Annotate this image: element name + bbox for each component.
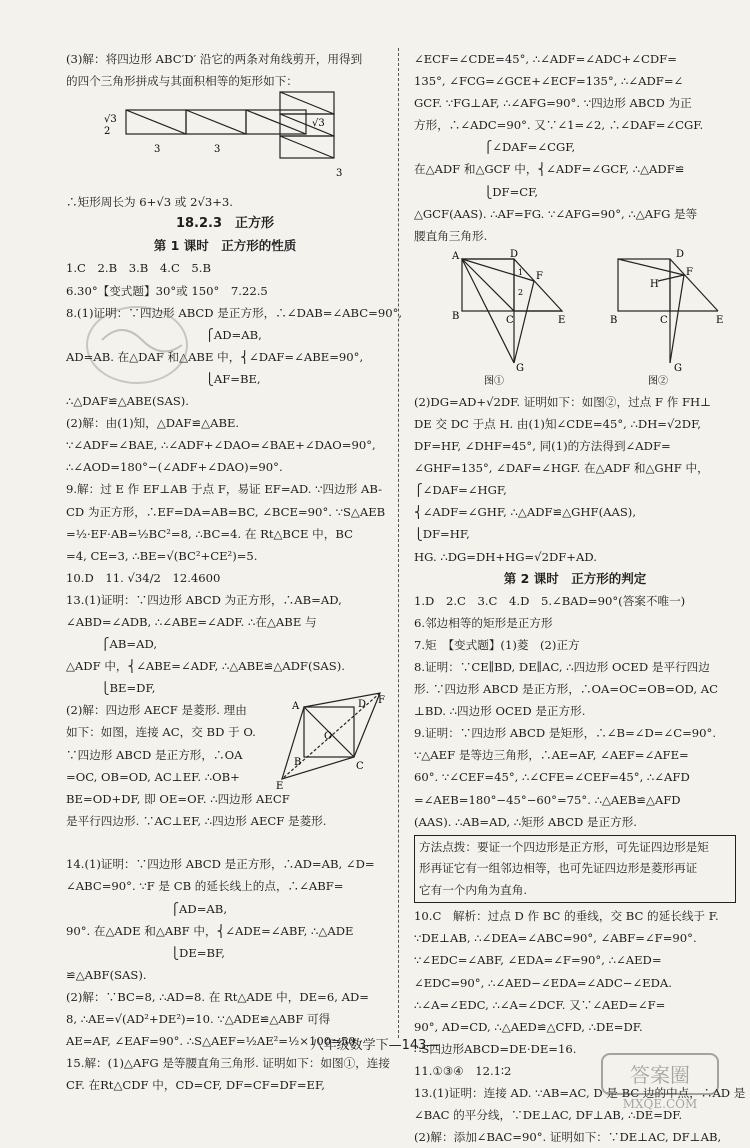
site-watermark-logo: [600, 1052, 720, 1112]
point-label: C: [506, 314, 514, 326]
point-label: A: [452, 250, 460, 262]
sqrt3-label: √3: [312, 118, 325, 130]
text-line: ⎧∠DAF=∠HGF,: [414, 483, 507, 498]
text-line: 是平行四边形. ∵AC⊥EF, ∴四边形 AECF 是菱形.: [66, 813, 327, 828]
point-label: D: [358, 699, 367, 711]
text-line: ⎩BE=DF,: [66, 681, 156, 696]
lesson-title: 第 1 课时 正方形的性质: [153, 238, 297, 254]
lesson-title: 第 2 课时 正方形的判定: [503, 570, 647, 586]
text-line: 1.D 2.C 3.C 4.D 5.∠BAD=90°(答案不唯一): [414, 593, 686, 608]
text-line: 9.解：过 E 作 EF⊥AB 于点 F，易证 EF=AD. ∵四边形 AB-: [66, 482, 383, 497]
text-line: ⎧AD=AB,: [66, 901, 227, 916]
point-label: D: [676, 248, 685, 260]
text-line: DE 交 DC 于点 H. 由(1)知∠CDE=45°, ∴DH=√2DF,: [414, 416, 701, 431]
point-label: E: [558, 314, 566, 326]
point-label: D: [510, 248, 519, 260]
text-line: =∠AEB=180°−45°−60°=75°. ∴△AEB≌△AFD: [414, 792, 681, 807]
sqrt3-label: √3: [104, 114, 117, 126]
text-line: ⎧∠DAF=∠CGF,: [414, 140, 576, 155]
point-label: F: [536, 270, 543, 282]
text-line: △GCF(AAS). ∴AF=FG. ∵∠AFG=90°, ∴△AFG 是等: [414, 206, 698, 221]
text-line: 8, ∴AE=√(AD²+DE²)=10. ∵△ADE≌△ABF 可得: [66, 1012, 331, 1026]
point-label: E: [716, 314, 724, 326]
point-label: B: [452, 310, 460, 322]
text-line: 8.(1)证明：∵四边形 ABCD 是正方形，∴∠DAB=∠ABC=90°,: [66, 305, 403, 320]
text-line: (3)解：将四边形 ABC′D′ 沿它的两条对角线剪开，用得到: [66, 52, 363, 66]
figure-caption: 图①: [484, 375, 504, 387]
text-line: ⎩DE=BF,: [66, 945, 225, 960]
text-line: ∠BAC 的平分线，∵DE⊥AC, DF⊥AB, ∴DE=DF.: [414, 1108, 683, 1123]
method-tip-box: [414, 835, 736, 904]
point-label: F: [686, 266, 693, 278]
text-line: 13.(1)证明：∵四边形 ABCD 为正方形，∴AB=AD,: [66, 592, 342, 607]
text-line: ∠EDC=90°, ∴∠AED−∠EDA=∠ADC−∠EDA.: [414, 975, 672, 990]
rectangle-diagram: [66, 92, 384, 187]
text-line: 方形，∴∠ADC=90°. 又∵∠1=∠2, ∴∠DAF=∠CGF.: [414, 118, 704, 133]
frac-label: 2: [104, 126, 111, 138]
text-line: 13.(1)证明：连接 AD. ∵AB=AC, D 是 BC 边的中点，∴AD 是: [414, 1085, 746, 1100]
text-line: =½·EF·AB=½BC²=8, ∴BC=4. 在 Rt△BCE 中，BC: [66, 526, 353, 541]
text-line: =OC, OB=OD, AC⊥EF. ∴OB+: [66, 769, 240, 784]
point-label: B: [294, 757, 302, 769]
text-line: 6.30°【变式题】30°或 150° 7.22.5: [66, 283, 268, 298]
text-line: =4, CE=3, ∴BE=√(BC²+CE²)=5.: [66, 548, 258, 563]
section-title: 18.2.3 正方形: [175, 216, 275, 232]
text-line: △ADF 中，⎨∠ABE=∠ADF, ∴△ABE≌△ADF(SAS).: [66, 659, 345, 674]
text-line: 6.邻边相等的矩形是正方形: [414, 615, 553, 630]
point-label: F: [378, 695, 385, 707]
column-divider: [398, 48, 399, 1038]
text-line: CF. 在Rt△CDF 中，CD=CF, DF=CF=DF=EF,: [66, 1078, 325, 1093]
text-line: 它有一个内角为直角.: [419, 882, 528, 897]
text-line: 14.(1)证明：∵四边形 ABCD 是正方形，∴AD=AB, ∠D=: [66, 857, 375, 872]
text-line: ∴∠A=∠EDC, ∴∠A=∠DCF. 又∵∠AED=∠F=: [414, 997, 666, 1012]
text-line: ⎩DF=CF,: [414, 184, 539, 199]
text-line: 15.解：(1)△AFG 是等腰直角三角形. 证明如下：如图①，连接: [66, 1056, 390, 1071]
text-line: 90°. 在△ADE 和△ABF 中，⎨∠ADE=∠ABF, ∴△ADE: [66, 923, 354, 938]
text-line: ∠ECF=∠CDE=45°, ∴∠ADF=∠ADC+∠CDF=: [414, 52, 677, 66]
left-column: [66, 48, 403, 1096]
text-line: 方法点拨：要证一个四边形是正方形，可先证四边形是矩: [419, 839, 709, 854]
text-line: (2)解：添加∠BAC=90°. 证明如下：∵DE⊥AC, DF⊥AB,: [414, 1130, 722, 1145]
text-line: 11.①③④ 12.1∶2: [414, 1063, 512, 1078]
text-line: AD=AB. 在△DAF 和△ABE 中，⎨∠DAF=∠ABE=90°,: [66, 349, 364, 364]
text-line: ∴∠AOD=180°−(∠ADF+∠DAO)=90°.: [66, 460, 283, 475]
text-line: 形再证它有一组邻边相等，也可先证四边形是菱形再证: [419, 861, 698, 876]
text-line: ∴△DAF≌△ABE(SAS).: [66, 394, 189, 409]
text-line: (AAS). ∴AB=AD, ∴矩形 ABCD 是正方形.: [414, 814, 637, 829]
text-line: AE=AF, ∠EAF=90°. ∴S△AEF=½AE²=½×100=50.: [66, 1034, 360, 1049]
point-label: A: [292, 701, 300, 713]
text-line: 如下：如图，连接 AC，交 BD 于 O.: [66, 725, 256, 740]
text-line: 1.C 2.B 3.B 4.C 5.B: [66, 261, 211, 276]
text-line: ∵∠ADF=∠BAE, ∴∠ADF+∠DAO=∠BAE+∠DAO=90°,: [66, 438, 376, 453]
text-line: ∵四边形 ABCD 是正方形，∴OA: [66, 747, 243, 762]
text-line: 60°. ∵∠CEF=45°, ∴∠CFE=∠CEF=45°, ∴∠AFD: [414, 770, 690, 785]
angle-label: 2: [518, 287, 524, 297]
text-line: DF=HF, ∠DHF=45°, 同(1)的方法得到∠ADF=: [414, 439, 671, 454]
text-line: 腰直角三角形.: [414, 228, 488, 243]
text-line: ∵△AEF 是等边三角形，∴AE=AF, ∠AEF=∠AFE=: [414, 748, 689, 763]
text-line: 的四个三角形拼成与其面积相等的矩形如下：: [66, 74, 298, 89]
square-diagrams: [414, 247, 736, 387]
text-line: (2)解：∵BC=8, ∴AD=8. 在 Rt△ADE 中，DE=6, AD=: [66, 989, 369, 1004]
text-line: (2)解：由(1)知，△DAF≌△ABE.: [66, 416, 240, 431]
text-line: ⎧AD=AB,: [66, 327, 262, 342]
text-line: ∴矩形周长为 6+√3 或 2√3+3.: [66, 195, 233, 210]
text-line: 形. ∵四边形 ABCD 是正方形，∴OA=OC=OB=OD, AC: [414, 682, 718, 697]
right-column: [414, 48, 746, 1148]
watermark-url: MXQE.COM: [622, 1097, 698, 1111]
watermark-text: 答案圈: [630, 1063, 690, 1087]
text-line: ∠GHF=135°, ∠DAF=∠HGF. 在△ADF 和△GHF 中，: [414, 461, 709, 476]
text-line: ∠ABD=∠ADB, ∴∠ABE=∠ADF. ∴在△ABE 与: [66, 614, 317, 629]
text-line: ∵DE⊥AB, ∴∠DEA=∠ABC=90°, ∠ABF=∠F=90°.: [414, 931, 697, 946]
figure-caption: 图②: [648, 375, 668, 387]
point-label: E: [276, 781, 284, 793]
text-line: HG. ∴DG=DH+HG=√2DF+AD.: [414, 549, 597, 564]
text-line: ⊥BD. ∴四边形 OCED 是正方形.: [414, 704, 586, 719]
point-label: O: [324, 731, 333, 743]
text-line: ≌△ABF(SAS).: [66, 967, 147, 982]
text-line: ⎧AB=AD,: [66, 637, 158, 652]
page-footer: 八年级数学下—143—: [310, 1038, 440, 1053]
frac-label: 3: [214, 144, 221, 156]
text-line: 9.证明：∵四边形 ABCD 是矩形，∴∠B=∠D=∠C=90°.: [414, 726, 717, 741]
angle-label: 1: [518, 267, 524, 277]
text-line: 7.矩 【变式题】(1)菱 (2)正方: [414, 637, 580, 652]
text-line: BE=OD+DF, 即 OE=OF. ∴四边形 AECF: [66, 791, 290, 806]
text-line: 10.D 11. √34/2 12.4600: [66, 570, 221, 585]
point-label: B: [610, 314, 618, 326]
rhombus-diagram: [276, 693, 386, 793]
text-line: CD 为正方形，∴EF=DA=AB=BC, ∠BCE=90°. ∵S△AEB: [66, 504, 386, 519]
text-line: 90°, AD=CD, ∴△AED≌△CFD, ∴DE=DF.: [414, 1019, 643, 1034]
point-label: H: [650, 278, 659, 290]
text-line: 8.证明：∵CE∥BD, DE∥AC, ∴四边形 OCED 是平行四边: [414, 659, 710, 674]
text-line: (2)DG=AD+√2DF. 证明如下：如图②，过点 F 作 FH⊥: [414, 394, 712, 409]
point-label: C: [356, 761, 364, 773]
text-line: (2)解：四边形 AECF 是菱形. 理由: [66, 703, 247, 718]
text-line: ∠ABC=90°. ∵F 是 CB 的延长线上的点，∴∠ABF=: [66, 879, 344, 894]
text-line: ∵∠EDC=∠ABF, ∠EDA=∠F=90°, ∴∠AED=: [414, 953, 662, 968]
point-label: C: [660, 314, 668, 326]
point-label: G: [516, 362, 524, 374]
text-line: 135°, ∠FCG=∠GCE+∠ECF=135°, ∴∠ADF=∠: [414, 74, 684, 89]
text-line: ⎩AF=BE,: [66, 371, 261, 386]
text-line: GCF. ∵FG⊥AF, ∴∠AFG=90°. ∵四边形 ABCD 为正: [414, 96, 692, 111]
frac-label: 3: [336, 168, 343, 180]
point-label: G: [674, 362, 682, 374]
text-line: ⎩DF=HF,: [414, 527, 470, 542]
frac-label: 3: [154, 144, 161, 156]
text-line: 10.C 解析：过点 D 作 BC 的垂线，交 BC 的延长线于 F.: [414, 909, 719, 924]
text-line: 在△ADF 和△GCF 中，⎨∠ADF=∠GCF, ∴△ADF≌: [414, 162, 685, 177]
text-line: ⎨∠ADF=∠GHF, ∴△ADF≌△GHF(AAS),: [414, 505, 637, 520]
text-line: ∴S四边形ABCD=DE·DE=16.: [414, 1041, 577, 1056]
